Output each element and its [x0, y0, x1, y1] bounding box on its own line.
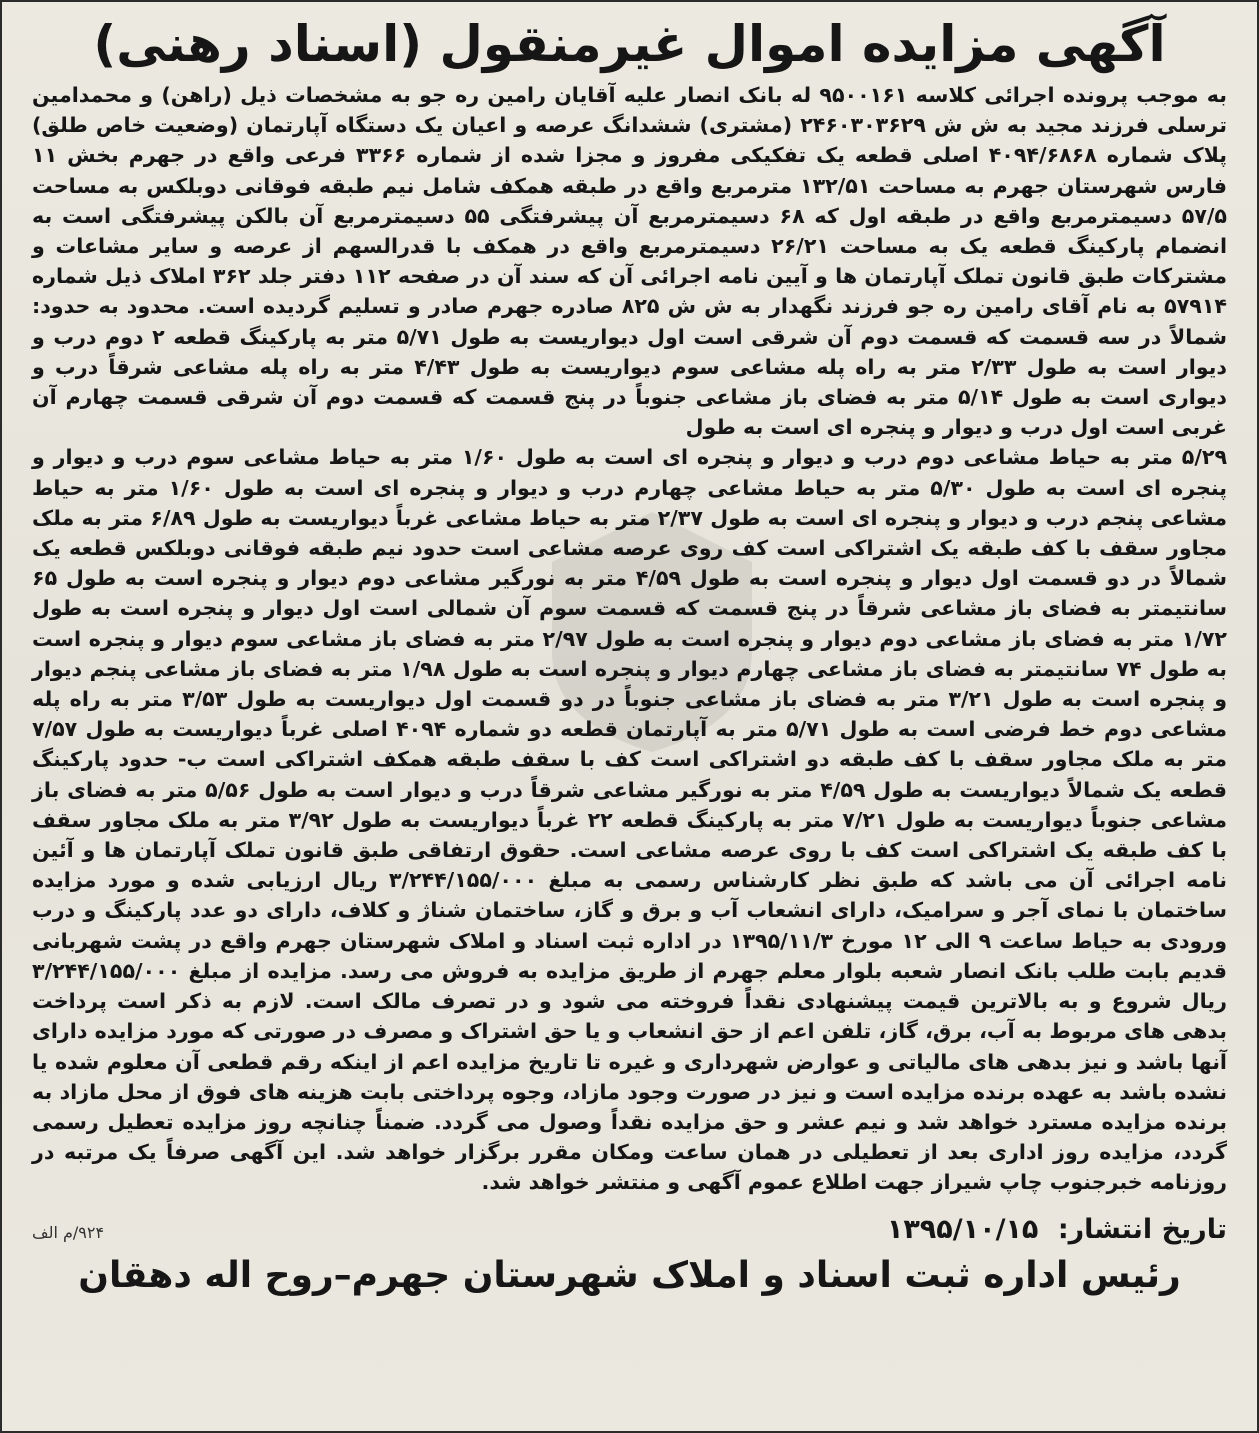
publication-date: [887, 1214, 1227, 1245]
notice-body: [32, 80, 1227, 1198]
signature-line: رئیس اداره ثبت اسناد و املاک شهرستان جهرم–روح اله دهقان: [78, 1254, 1181, 1296]
notice-paragraph-1: به موجب پرونده اجرائی کلاسه ۹۵۰۰۱۶۱ له بانک انصار علیه آقایان رامین ره جو به مشخصات ذیل (راهن) و محمدامین ترسلی فرزند مجید به ش ش ۲۴۶۰۳۰۳۶۲۹ (مشتری) ششدانگ عرصه و اعیان یک دستگاه آپارتمان (وضعیت خاص طلق) پلاک شماره ۴۰۹۴/۶۸۶۸ اصلی قطعه یک تفکیکی مفروز و مجزا شده از شماره ۳۳۶۶ فرعی واقع در جهرم بخش ۱۱ فارس شهرستان جهرم به مساحت ۱۳۲/۵۱ مترمربع واقع در طبقه همکف شامل نیم طبقه فوقانی دوبلکس به مساحت ۵۷/۵ دسیمترمربع واقع در طبقه اول که ۶۸ دسیمترمربع آن پیشرفتگی ۵۵ دسیمترمربع آن بالکن پیشرفتگی است به انضمام پارکینگ قطعه یک به مساحت ۲۶/۲۱ دسیمترمربع واقع در همکف با قدرالسهم از عرصه و سایر مشاعات و مشترکات طبق قانون تملک آپارتمان ها و آیین نامه اجرائی آن که سند آن در صفحه ۱۱۲ دفتر جلد ۳۶۲ املاک ذیل شماره ۵۷۹۱۴ به نام آقای رامین ره جو فرزند نگهدار به ش ش ۸۲۵ صادره جهرم صادر و تسلیم گردیده است. محدود به حدود: شمالاً در سه قسمت که قسمت دوم آن شرقی است اول دیواریست به طول ۵/۷۱ متر به پارکینگ قطعه ۲ دوم درب و دیوار است به طول ۲/۳۳ متر به راه پله مشاعی سوم دیواریست به طول ۴/۴۳ متر به راه پله مشاعی شرقاً درب و دیواری است به طول ۵/۱۴ متر به فضای باز مشاعی جنوباً در پنج قسمت که قسمت دوم آن شرقی قسمت چهارم آن غربی است اول درب و دیوار و پنجره ای است به طول: [32, 83, 1228, 440]
publication-date-label: تاریخ انتشار:: [1057, 1213, 1227, 1245]
notice-footer: [32, 1214, 1227, 1245]
publication-date-value: ۱۳۹۵/۱۰/۱۵: [886, 1213, 1039, 1245]
reference-code: ۹۲۴/م الف: [32, 1222, 105, 1242]
notice-title: آگهی مزایده اموال غیرمنقول (اسناد رهنی): [93, 15, 1166, 73]
notice-paragraph-2: ۵/۲۹ متر به حیاط مشاعی دوم درب و دیوار و پنجره ای است به طول ۱/۶۰ متر به حیاط مشاعی سوم درب و دیوار و پنجره ای است به طول ۵/۳۰ متر به حیاط مشاعی چهارم درب و دیوار و پنجره ای است به طول ۱/۶۰ متر به حیاط مشاعی پنجم درب و دیوار و پنجره ای است به طول ۲/۳۷ متر به حیاط مشاعی غرباً دیواریست به طول ۶/۸۹ متر به ملک مجاور سقف با کف طبقه یک اشتراکی است کف روی عرصه مشاعی است حدود نیم طبقه فوقانی دوبلکس قطعه یک شمالاً در دو قسمت اول دیوار و پنجره است به طول ۴/۵۹ متر به نورگیر مشاعی دوم دیوار و پنجره است به طول ۶۵ سانتیمتر به فضای باز مشاعی شرقاً در پنج قسمت که قسمت سوم آن شمالی است اول دیوار و پنجره است به طول ۱/۷۲ متر به فضای باز مشاعی دوم دیوار و پنجره است به طول ۲/۹۷ متر به فضای باز مشاعی سوم دیوار و پنجره است به طول ۷۴ سانتیمتر به فضای باز مشاعی چهارم دیوار و پنجره است به طول ۱/۹۸ متر به فضای باز مشاعی پنجم دیوار و پنجره است به طول ۳/۲۱ متر به فضای باز مشاعی جنوباً در دو قسمت اول دیواریست به طول ۳/۵۳ متر به راه پله مشاعی دوم خط فرضی است به طول ۵/۷۱ متر به آپارتمان قطعه دو شماره ۴۰۹۴ اصلی غرباً دیواریست به طول ۷/۵۷ متر به ملک مجاور سقف با کف طبقه دو اشتراکی است کف با سقف طبقه همکف اشتراکی است ب- حدود پارکینگ قطعه یک شمالاً دیواریست به طول ۴/۵۹ متر به نورگیر مشاعی شرقاً درب و دیوار است به طول ۵/۵۶ متر به فضای باز مشاعی جنوباً دیواریست به طول ۷/۲۱ متر به پارکینگ قطعه ۲۲ غرباً دیواریست به طول ۳/۹۲ متر به ملک مجاور سقف با کف طبقه یک اشتراکی است کف با روی عرصه مشاعی است. حقوق ارتفاقی طبق قانون تملک آپارتمان ها و آئین نامه اجرائی آن می باشد که طبق نظر کارشناس رسمی به مبلغ ۳/۲۴۴/۱۵۵/۰۰۰ ریال ارزیابی شده و مورد مزایده ساختمان با نمای آجر و سرامیک، دارای انشعاب آب و برق و گاز، ساختمان شناژ و کلاف، دارای دو عدد پارکینگ و درب ورودی به حیاط ساعت ۹ الی ۱۲ مورخ ۱۳۹۵/۱۱/۳ در اداره ثبت اسناد و املاک شهرستان جهرم واقع در پشت شهربانی قدیم بابت طلب بانک انصار شعبه بلوار معلم جهرم از طریق مزایده به فروش می رسد. مزایده از مبلغ ۳/۲۴۴/۱۵۵/۰۰۰ ریال شروع و به بالاترین قیمت پیشنهادی نقداً فروخته می شود و در تصرف مالک است. لازم به ذکر است پرداخت بدهی های مربوط به آب، برق، گاز، تلفن اعم از حق انشعاب و یا حق اشتراک و مصرف در صورتی که مورد مزایده دارای آنها باشد و نیز بدهی های مالیاتی و عوارض شهرداری و غیره تا تاریخ مزایده اعم از اینکه رقم قطعی آن معلوم شده یا نشده باشد به عهده برنده مزایده است و نیز در صورت وجود مازاد، وجوه پرداختی بابت هزینه های فوق از محل مازاد به برنده مزایده مسترد خواهد شد و نیم عشر و حق مزایده نقداً وصول می گردد. ضمناً چنانچه روز مزایده تعطیل رسمی گردد، مزایده روز اداری بعد از تعطیلی در همان ساعت ومکان مقرر برگزار خواهد شد. این آگهی صرفاً یک مرتبه در روزنامه خبرجنوب چاپ شیراز جهت اطلاع عموم آگهی و منتشر خواهد شد.: [32, 445, 1228, 1195]
